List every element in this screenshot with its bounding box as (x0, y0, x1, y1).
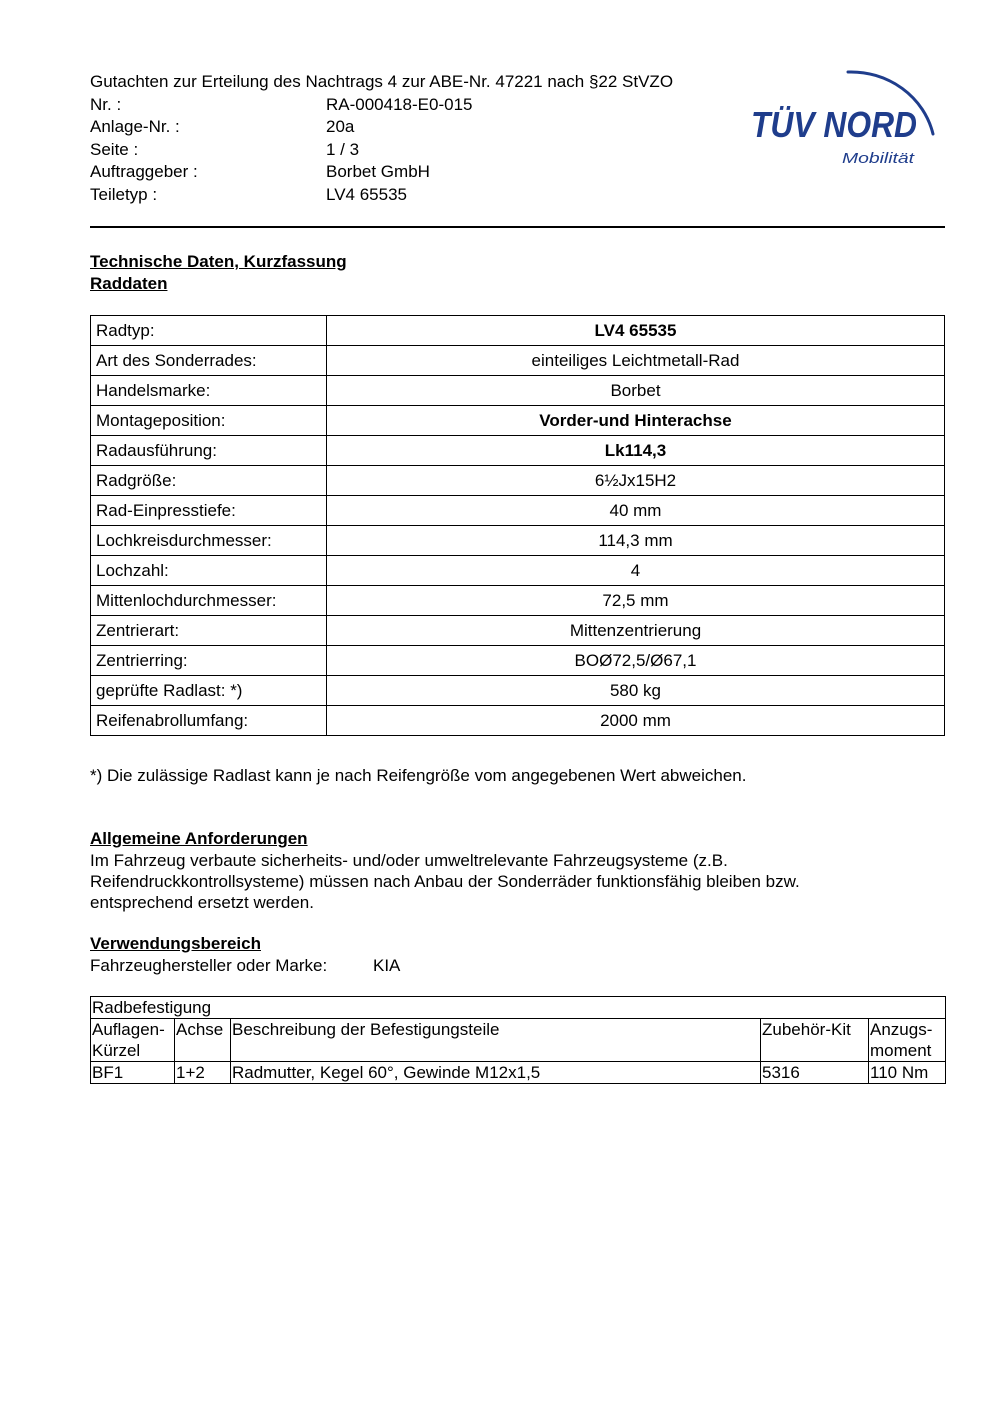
radlast-footnote: *) Die zulässige Radlast kann je nach Reifengröße vom angegebenen Wert abweichen. (90, 766, 747, 785)
requirements-line: Reifendruckkontrollsysteme) müssen nach Anbau der Sonderräder funktionsfähig bleiben bzw. (90, 871, 800, 891)
header-value: 1 / 3 (326, 139, 360, 159)
row-label: Radgröße: (91, 466, 327, 496)
row-label: Reifenabrollumfang: (91, 706, 327, 736)
table-row (91, 706, 945, 736)
table-row (91, 616, 945, 646)
row-value: 72,5 mm (327, 586, 945, 616)
row-label: Art des Sonderrades: (91, 346, 327, 376)
row-value: 40 mm (327, 496, 945, 526)
manufacturer-value: KIA (373, 955, 401, 975)
table-cell: BF1 (91, 1062, 175, 1084)
header-divider (90, 226, 945, 228)
tuev-nord-logo (748, 44, 948, 174)
table-row (91, 646, 945, 676)
row-label: Zentrierring: (91, 646, 327, 676)
row-value: LV4 65535 (327, 316, 945, 346)
column-header-line: Anzugs- (870, 1020, 933, 1039)
requirements-section (90, 828, 945, 913)
table-cell: 1+2 (175, 1062, 231, 1084)
header-row-seite (90, 139, 750, 162)
column-header: Zubehör-Kit (761, 1019, 869, 1062)
row-value: Borbet (327, 376, 945, 406)
row-label: Lochkreisdurchmesser: (91, 526, 327, 556)
header-row-teiletyp (90, 184, 750, 207)
table-row (91, 406, 945, 436)
row-value: 114,3 mm (327, 526, 945, 556)
table-row (91, 376, 945, 406)
column-header: Achse (175, 1019, 231, 1062)
logo-sub-text: Mobilität (842, 150, 916, 167)
header-label: Auftraggeber : (90, 162, 198, 181)
row-label: Handelsmarke: (91, 376, 327, 406)
document-title: Gutachten zur Erteilung des Nachtrags 4 zur ABE-Nr. 47221 nach §22 StVZO (90, 72, 674, 91)
row-label: Zentrierart: (91, 616, 327, 646)
raddaten-heading: Raddaten (90, 273, 168, 293)
document-header (90, 71, 750, 206)
usage-section (90, 933, 400, 976)
row-value: Mittenzentrierung (327, 616, 945, 646)
row-value: BOØ72,5/Ø67,1 (327, 646, 945, 676)
header-value: Borbet GmbH (326, 162, 430, 181)
fastening-title: Radbefestigung (91, 997, 946, 1019)
header-row-nr (90, 94, 750, 117)
row-label: Radausführung: (91, 436, 327, 466)
manufacturer-row (90, 955, 400, 976)
table-row (91, 676, 945, 706)
row-value: 580 kg (327, 676, 945, 706)
requirements-heading: Allgemeine Anforderungen (90, 829, 308, 848)
header-value: LV4 65535 (326, 184, 407, 204)
column-header (91, 1019, 175, 1062)
row-value: 2000 mm (327, 706, 945, 736)
table-row (91, 496, 945, 526)
table-row (91, 526, 945, 556)
header-label: Seite : (90, 139, 139, 159)
row-value: Vorder-und Hinterachse (327, 406, 945, 436)
header-value: RA-000418-E0-015 (326, 94, 473, 114)
row-value: Lk114,3 (327, 436, 945, 466)
table-row (91, 346, 945, 376)
header-label: Nr. : (90, 94, 122, 114)
table-cell: 110 Nm (869, 1062, 946, 1084)
table-row (91, 556, 945, 586)
table-row (91, 316, 945, 346)
header-row-auftraggeber (90, 161, 750, 184)
row-label: Mittenlochdurchmesser: (91, 586, 327, 616)
requirements-line: Im Fahrzeug verbaute sicherheits- und/oder umweltrelevante Fahrzeugsysteme (z.B. (90, 850, 728, 870)
row-label: Rad-Einpresstiefe: (91, 496, 327, 526)
column-header-line: moment (870, 1041, 932, 1060)
requirements-line: entsprechend ersetzt werden. (90, 892, 314, 912)
technical-section-headings (90, 251, 347, 294)
table-cell: 5316 (761, 1062, 869, 1084)
technical-heading: Technische Daten, Kurzfassung (90, 252, 347, 271)
header-label: Anlage-Nr. : (90, 117, 180, 136)
table-row (91, 466, 945, 496)
row-label: Montageposition: (91, 406, 327, 436)
column-header-line: Auflagen- (92, 1020, 165, 1039)
fastening-table (90, 996, 946, 1084)
row-value: einteiliges Leichtmetall-Rad (327, 346, 945, 376)
technical-data-table (90, 315, 945, 736)
fastening-header-row (91, 1019, 946, 1062)
row-label: Radtyp: (91, 316, 327, 346)
usage-heading: Verwendungsbereich (90, 934, 261, 953)
header-label: Teiletyp : (90, 184, 158, 204)
table-row (91, 1062, 946, 1084)
row-label: geprüfte Radlast: *) (91, 676, 327, 706)
column-header: Beschreibung der Befestigungsteile (231, 1019, 761, 1062)
row-label: Lochzahl: (91, 556, 327, 586)
logo-brand-text: TÜV NORD (751, 104, 917, 145)
manufacturer-label: Fahrzeughersteller oder Marke: (90, 955, 328, 975)
row-value: 6½Jx15H2 (327, 466, 945, 496)
column-header-line: Kürzel (92, 1041, 141, 1060)
row-value: 4 (327, 556, 945, 586)
table-row (91, 586, 945, 616)
fastening-title-row (91, 997, 946, 1019)
table-row (91, 436, 945, 466)
column-header (869, 1019, 946, 1062)
table-cell: Radmutter, Kegel 60°, Gewinde M12x1,5 (231, 1062, 761, 1084)
header-value: 20a (326, 117, 355, 136)
header-row-anlage (90, 116, 750, 139)
